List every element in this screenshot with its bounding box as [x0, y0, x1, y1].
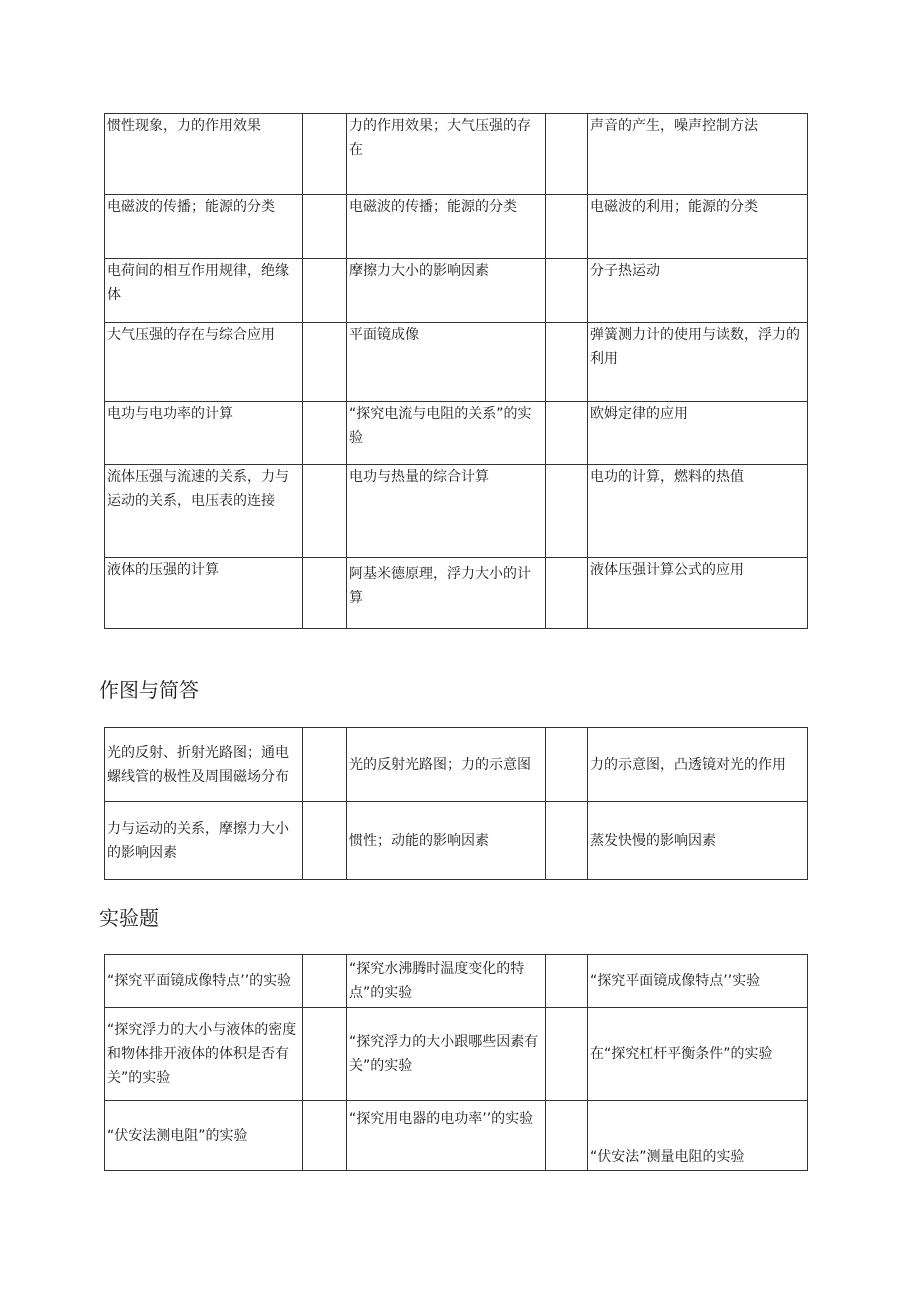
cell-col3: 力的示意图，凸透镜对光的作用 — [588, 728, 808, 802]
table-row — [105, 1101, 808, 1171]
cell-col2: 光的反射光路图；力的示意图 — [347, 728, 546, 802]
cell-col3: “探究平面镜成像特点’’实验 — [588, 955, 808, 1008]
cell-col3: 电磁波的利用；能源的分类 — [588, 195, 808, 259]
table-row — [105, 402, 808, 465]
table-row — [105, 728, 808, 802]
experiment-table — [104, 954, 808, 1171]
empty-cell — [546, 114, 588, 195]
empty-cell — [546, 1101, 588, 1171]
cell-col2: “探究浮力的大小跟哪些因素有关”的实验 — [347, 1008, 546, 1101]
cell-col3: 声音的产生，噪声控制方法 — [588, 114, 808, 195]
table-row — [105, 114, 808, 195]
empty-cell — [303, 558, 347, 629]
empty-cell — [546, 1008, 588, 1101]
cell-col1: 力与运动的关系，摩擦力大小的影响因素 — [105, 802, 303, 880]
cell-col2: 电功与热量的综合计算 — [347, 465, 546, 558]
empty-cell — [546, 259, 588, 323]
cell-col2: 阿基米德原理，浮力大小的计算 — [347, 558, 546, 629]
empty-cell — [303, 465, 347, 558]
table-row — [105, 558, 808, 629]
cell-col3: 欧姆定律的应用 — [588, 402, 808, 465]
empty-cell — [546, 402, 588, 465]
cell-col2: 电磁波的传播；能源的分类 — [347, 195, 546, 259]
table-row — [105, 465, 808, 558]
empty-cell — [303, 728, 347, 802]
cell-col3: 电功的计算，燃料的热值 — [588, 465, 808, 558]
table-row — [105, 802, 808, 880]
cell-col2: 力的作用效果；大气压强的存在 — [347, 114, 546, 195]
cell-col3: 分子热运动 — [588, 259, 808, 323]
empty-cell — [303, 259, 347, 323]
table-row — [105, 323, 808, 402]
drawing-table — [104, 727, 808, 880]
empty-cell — [303, 402, 347, 465]
empty-cell — [303, 802, 347, 880]
cell-col1: 大气压强的存在与综合应用 — [105, 323, 303, 402]
section-title-experiment: 实验题 — [99, 906, 159, 930]
cell-col1: “伏安法测电阻”的实验 — [105, 1101, 303, 1171]
empty-cell — [303, 323, 347, 402]
cell-col1: 电功与电功率的计算 — [105, 402, 303, 465]
cell-col2: “探究用电器的电功率’’的实验 — [347, 1101, 546, 1171]
empty-cell — [546, 802, 588, 880]
cell-col3: 在“探究杠杆平衡条件”的实验 — [588, 1008, 808, 1101]
empty-cell — [303, 195, 347, 259]
cell-col1: 惯性现象，力的作用效果 — [105, 114, 303, 195]
cell-col3: 弹簧测力计的使用与读数，浮力的利用 — [588, 323, 808, 402]
cell-col1: “探究浮力的大小与液体的密度和物体排开液体的体积是否有关”的实验 — [105, 1008, 303, 1101]
cell-col2: 平面镜成像 — [347, 323, 546, 402]
table-row — [105, 955, 808, 1008]
cell-col1: 光的反射、折射光路图；通电螺线管的极性及周围磁场分布 — [105, 728, 303, 802]
section-title-drawing: 作图与简答 — [99, 678, 199, 702]
empty-cell — [546, 728, 588, 802]
cell-col3: “伏安法”测量电阻的实验 — [588, 1101, 808, 1171]
empty-cell — [303, 955, 347, 1008]
cell-col2: 摩擦力大小的影响因素 — [347, 259, 546, 323]
empty-cell — [546, 195, 588, 259]
cell-col1: 电磁波的传播；能源的分类 — [105, 195, 303, 259]
cell-col3: 蒸发快慢的影响因素 — [588, 802, 808, 880]
empty-cell — [303, 1101, 347, 1171]
knowledge-table-main — [104, 113, 808, 629]
cell-col1: 电荷间的相互作用规律，绝缘体 — [105, 259, 303, 323]
cell-col1: 液体的压强的计算 — [105, 558, 303, 629]
cell-col2: 惯性；动能的影响因素 — [347, 802, 546, 880]
table-row — [105, 195, 808, 259]
cell-col1: “探究平面镜成像特点’’的实验 — [105, 955, 303, 1008]
table-row — [105, 1008, 808, 1101]
table-row — [105, 259, 808, 323]
empty-cell — [546, 323, 588, 402]
cell-col2: “探究电流与电阻的关系”的实验 — [347, 402, 546, 465]
cell-col1: 流体压强与流速的关系，力与运动的关系，电压表的连接 — [105, 465, 303, 558]
empty-cell — [546, 465, 588, 558]
empty-cell — [546, 558, 588, 629]
empty-cell — [303, 114, 347, 195]
empty-cell — [303, 1008, 347, 1101]
cell-col2: “探究水沸腾时温度变化的特点”的实验 — [347, 955, 546, 1008]
empty-cell — [546, 955, 588, 1008]
cell-col3: 液体压强计算公式的应用 — [588, 558, 808, 629]
